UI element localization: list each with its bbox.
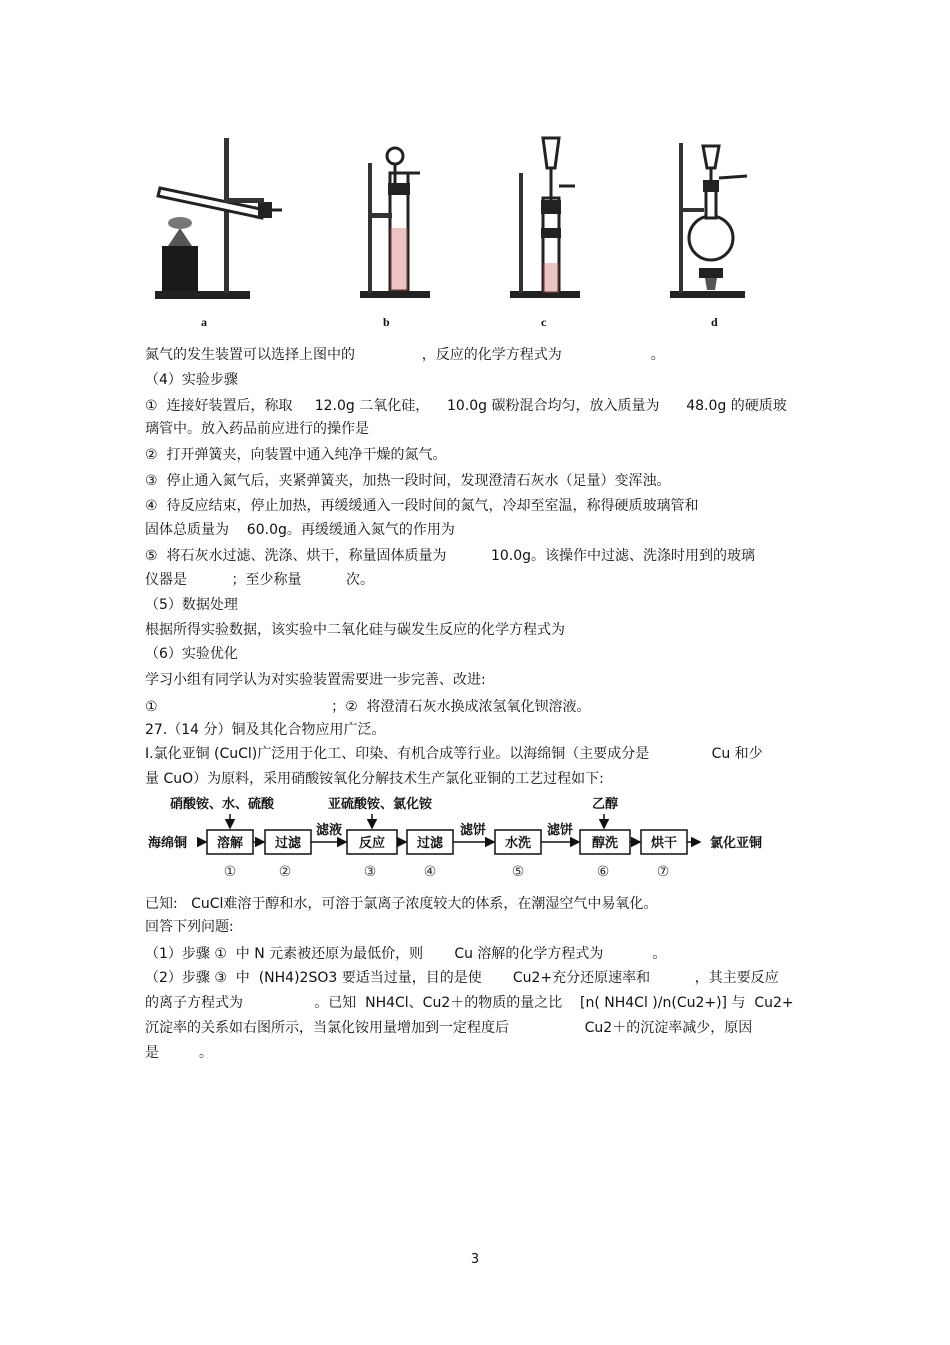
process-flow-diagram [140,790,780,890]
flow-step-label: 醇洗 [591,836,619,851]
text-line: （5）数据处理 [145,597,238,613]
flow-start: 海绵铜 [148,836,188,851]
flow-step-number: ⑦ [656,864,670,880]
flow-step-number: ⑤ [511,864,525,880]
flow-step-label: 溶解 [216,836,244,851]
text-line: （2）步骤 ③ 中 (NH4)2SO3 要适当过量，目的是使 Cu2+充分还原速率和 ，其主要反应 [145,970,779,986]
text-line: 已知: CuCl难溶于醇和水，可溶于氯离子浓度较大的体系，在潮湿空气中易氧化。 [145,896,658,912]
apparatus-label-c: c [541,315,547,329]
apparatus-figure-a [150,128,290,318]
flow-arrow-label: 滤饼 [459,823,487,838]
text-line: ③ 停止通入氮气后，夹紧弹簧夹，加热一段时间，发现澄清石灰水（足量）变浑浊。 [145,473,671,489]
text-line: （1）步骤 ① 中 N 元素被还原为最低价，则 Cu 溶解的化学方程式为 。 [145,946,667,962]
flow-input: 亚硫酸铵、氯化铵 [328,797,433,812]
text-line: ① 连接好装置后，称取 12.0g 二氧化硅， 10.0g 碳粉混合均匀，放入质量为 48.0g 的硬质玻 [145,398,787,414]
text-line: （6）实验优化 [145,646,238,662]
text-line: 回答下列问题: [145,919,234,935]
flow-step-label: 过滤 [416,836,444,851]
text-line: 沉淀率的关系如右图所示，当氯化铵用量增加到一定程度后 Cu2＋的沉淀率减少，原因 [145,1020,753,1036]
text-line: 是 。 [145,1045,214,1061]
flow-input: 硝酸铵、水、硫酸 [170,797,275,812]
text-line: 根据所得实验数据，该实验中二氧化硅与碳发生反应的化学方程式为 [145,622,565,638]
text-line: ② 打开弹簧夹，向装置中通入纯净干燥的氮气。 [145,447,447,463]
flow-arrow-label: 滤饼 [546,823,574,838]
text-line: ⑤ 将石灰水过滤、洗涤、烘干，称量固体质量为 10.0g。该操作中过滤、洗涤时用到的玻璃 [145,548,756,564]
text-line: 固体总质量为 60.0g。再缓缓通入氮气的作用为 [145,522,455,538]
apparatus-figure-d [665,128,755,318]
flow-step-number: ③ [363,864,377,880]
flow-step-label: 烘干 [650,836,678,851]
page-number: 3 [470,1252,480,1267]
text-line: Ⅰ.氯化亚铜 (CuCl)广泛用于化工、印染、有机合成等行业。以海绵铜（主要成分是 Cu 和少 [145,746,763,762]
apparatus-figure-c [505,128,585,318]
text-line: 璃管中。放入药品前应进行的操作是 [145,421,369,437]
flow-step-number: ② [278,864,292,880]
flow-step-number: ① [223,864,237,880]
flow-step-label: 水洗 [504,836,532,851]
text-line: 27.（14 分）铜及其化合物应用广泛。 [145,722,386,738]
flow-step-label: 反应 [358,836,386,851]
text-line: 仪器是 ；至少称量 次。 [145,572,375,588]
flow-end: 氯化亚铜 [709,836,763,851]
apparatus-figure-b [350,128,440,318]
text-line: ④ 待反应结束，停止加热，再缓缓通入一段时间的氮气，冷却至室温，称得硬质玻璃管和 [145,498,699,514]
text-line: 氮气的发生装置可以选择上图中的 ，反应的化学方程式为 。 [145,347,665,363]
text-line: 量 CuO）为原料，采用硝酸铵氧化分解技术生产氯化亚铜的工艺过程如下: [145,771,604,787]
text-line: 学习小组有同学认为对实验装置需要进一步完善、改进: [145,672,486,688]
text-line: （4）实验步骤 [145,372,238,388]
flow-step-number: ④ [423,864,437,880]
flow-arrow-label: 滤液 [315,823,343,838]
text-line: 的离子方程式为 。已知 NH4Cl、Cu2＋的物质的量之比 [n( NH4Cl )/n(Cu2+)] 与 Cu2+ [145,995,794,1011]
text-line: ① ；② 将澄清石灰水换成浓氢氧化钡溶液。 [145,699,591,715]
apparatus-label-d: d [711,315,718,329]
apparatus-label-a: a [201,315,207,329]
flow-step-label: 过滤 [274,836,302,851]
apparatus-label-b: b [383,315,390,329]
flow-step-number: ⑥ [596,864,610,880]
flow-input: 乙醇 [592,797,619,812]
